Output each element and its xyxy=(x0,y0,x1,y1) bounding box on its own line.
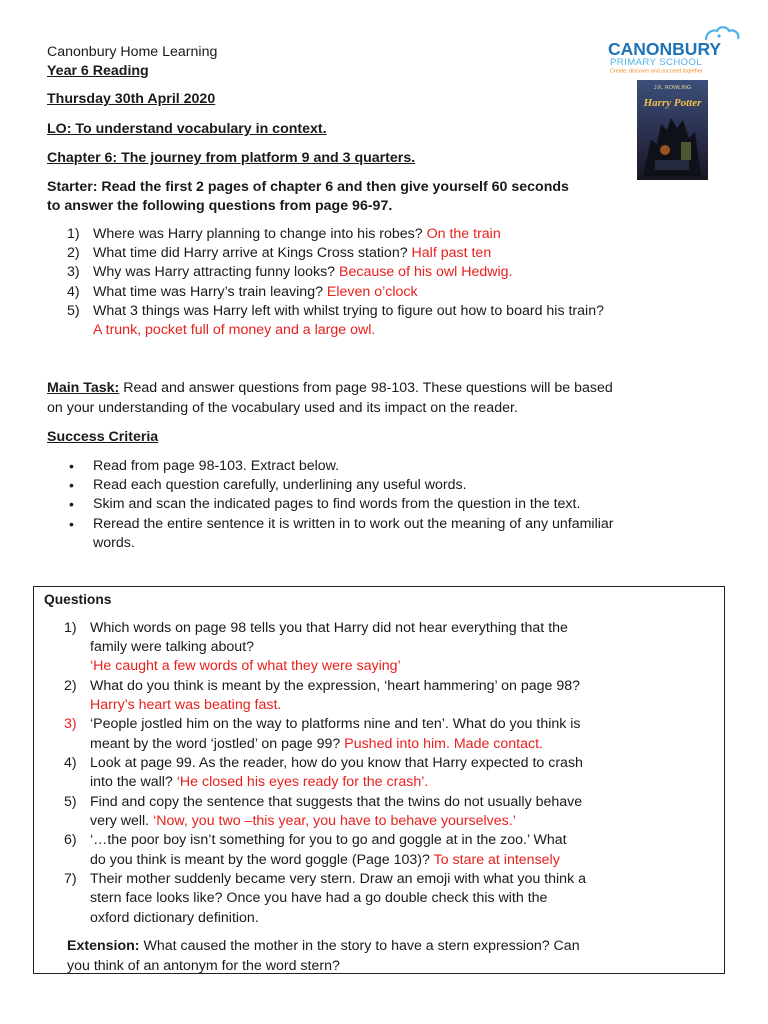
starter-line-1: Starter: Read the first 2 pages of chapter 6 and then give yourself 60 seconds xyxy=(47,179,569,195)
bullet-icon: • xyxy=(69,516,74,532)
main-task-label: Main Task: xyxy=(47,380,120,396)
question-text: What 3 things was Harry left with whilst trying to figure out how to board his train? xyxy=(93,303,604,319)
extension-text: What caused the mother in the story to have a stern expression? Can xyxy=(139,938,580,954)
question-text: Look at page 99. As the reader, how do you know that Harry expected to crash xyxy=(90,755,583,771)
bullet-icon: • xyxy=(69,477,74,493)
starter-number: 5) xyxy=(67,303,80,319)
starter-number: 3) xyxy=(67,264,80,280)
question-text: very well. xyxy=(90,813,150,829)
question-text: Which words on page 98 tells you that Harry did not hear everything that the xyxy=(90,620,568,636)
list-item: Reread the entire sentence it is written in to work out the meaning of any unfamiliar xyxy=(93,516,614,532)
book-cover-image xyxy=(637,80,708,180)
list-item: Read from page 98-103. Extract below. xyxy=(93,458,340,474)
question-text: Why was Harry attracting funny looks? xyxy=(93,264,336,280)
question-number: 3) xyxy=(64,716,77,732)
answer-text: Eleven o’clock xyxy=(322,284,418,300)
list-item xyxy=(93,244,491,263)
question-text: Find and copy the sentence that suggests that the twins do not usually behave xyxy=(90,794,583,810)
list-item xyxy=(93,283,418,302)
answer-text: Because of his owl Hedwig. xyxy=(335,264,513,280)
year-heading: Year 6 Reading xyxy=(47,63,149,79)
question-line xyxy=(90,773,428,792)
starter-number: 4) xyxy=(67,284,80,300)
question-number: 2) xyxy=(64,678,77,694)
main-task-line-2: on your understanding of the vocabulary used and its impact on the reader. xyxy=(47,400,518,416)
answer-text: Half past ten xyxy=(407,245,492,261)
main-task-text: Read and answer questions from page 98-103. These questions will be based xyxy=(119,380,613,396)
question-text: do you think is meant by the word goggle (Page 103)? xyxy=(90,852,430,868)
question-line xyxy=(90,735,543,754)
question-number: 5) xyxy=(64,794,77,810)
book-author: J.K. ROWLING xyxy=(653,85,692,91)
question-text: into the wall? xyxy=(90,774,173,790)
cloud-logo-icon xyxy=(606,26,746,76)
learning-objective: LO: To understand vocabulary in context. xyxy=(47,121,327,137)
chapter-heading: Chapter 6: The journey from platform 9 and 3 quarters. xyxy=(47,150,416,166)
list-item: Read each question carefully, underlining any useful words. xyxy=(93,477,467,493)
question-number: 4) xyxy=(64,755,77,771)
answer-text: On the train xyxy=(422,226,501,242)
questions-title: Questions xyxy=(44,592,112,607)
answer-text: ‘He caught a few words of what they were saying’ xyxy=(90,658,401,674)
list-item xyxy=(93,263,513,282)
question-number: 7) xyxy=(64,871,77,887)
answer-text: A trunk, pocket full of money and a large owl. xyxy=(93,322,376,338)
question-text: Where was Harry planning to change into his robes? xyxy=(93,226,423,242)
extension-line-1 xyxy=(67,937,580,956)
main-task-line-1 xyxy=(47,379,613,398)
question-text: Their mother suddenly became very stern. Draw an emoji with what you think a xyxy=(90,871,586,887)
question-text: What do you think is meant by the expression, ‘heart hammering’ on page 98? xyxy=(90,678,581,694)
question-text: stern face looks like? Once you have had a go double check this with the xyxy=(90,890,548,906)
date-heading: Thursday 30th April 2020 xyxy=(47,91,216,107)
starter-number: 1) xyxy=(67,226,80,242)
extension-line-2: you think of an antonym for the word stern? xyxy=(67,958,340,974)
question-text: family were talking about? xyxy=(90,639,255,655)
school-logo xyxy=(606,26,746,76)
answer-text: Harry’s heart was beating fast. xyxy=(90,697,282,713)
list-item xyxy=(93,225,501,244)
question-number: 1) xyxy=(64,620,77,636)
logo-tagline: Create, discover and succeed together xyxy=(610,68,703,75)
bullet-icon: • xyxy=(69,496,74,512)
question-text: oxford dictionary definition. xyxy=(90,910,259,926)
answer-text: Pushed into him. Made contact. xyxy=(340,736,543,752)
success-criteria-title: Success Criteria xyxy=(47,429,159,445)
logo-sub: PRIMARY SCHOOL xyxy=(610,57,703,68)
starter-number: 2) xyxy=(67,245,80,261)
logo-name: CANONBURY xyxy=(608,39,722,59)
question-text: What time was Harry’s train leaving? xyxy=(93,284,323,300)
bullet-icon: • xyxy=(69,458,74,474)
question-line xyxy=(90,812,516,831)
answer-text: ‘He closed his eyes ready for the crash’. xyxy=(172,774,429,790)
question-number: 6) xyxy=(64,832,77,848)
answer-text: To stare at intensely xyxy=(429,852,560,868)
list-item: Skim and scan the indicated pages to find words from the question in the text. xyxy=(93,496,581,512)
starter-line-2: to answer the following questions from page 96-97. xyxy=(47,198,393,214)
extension-label: Extension: xyxy=(67,938,140,954)
question-text: ‘…the poor boy isn’t something for you to go and goggle at in the zoo.’ What xyxy=(90,832,567,848)
answer-text: ‘Now, you two –this year, you have to behave yourselves.’ xyxy=(149,813,516,829)
list-item: words. xyxy=(93,535,135,551)
question-line xyxy=(90,851,560,870)
school-line: Canonbury Home Learning xyxy=(47,44,218,60)
question-text: What time did Harry arrive at Kings Cross station? xyxy=(93,245,408,261)
question-text: ‘People jostled him on the way to platforms nine and ten’. What do you think is xyxy=(90,716,581,732)
question-text: meant by the word ‘jostled’ on page 99? xyxy=(90,736,341,752)
book-title: Harry Potter xyxy=(643,97,702,109)
